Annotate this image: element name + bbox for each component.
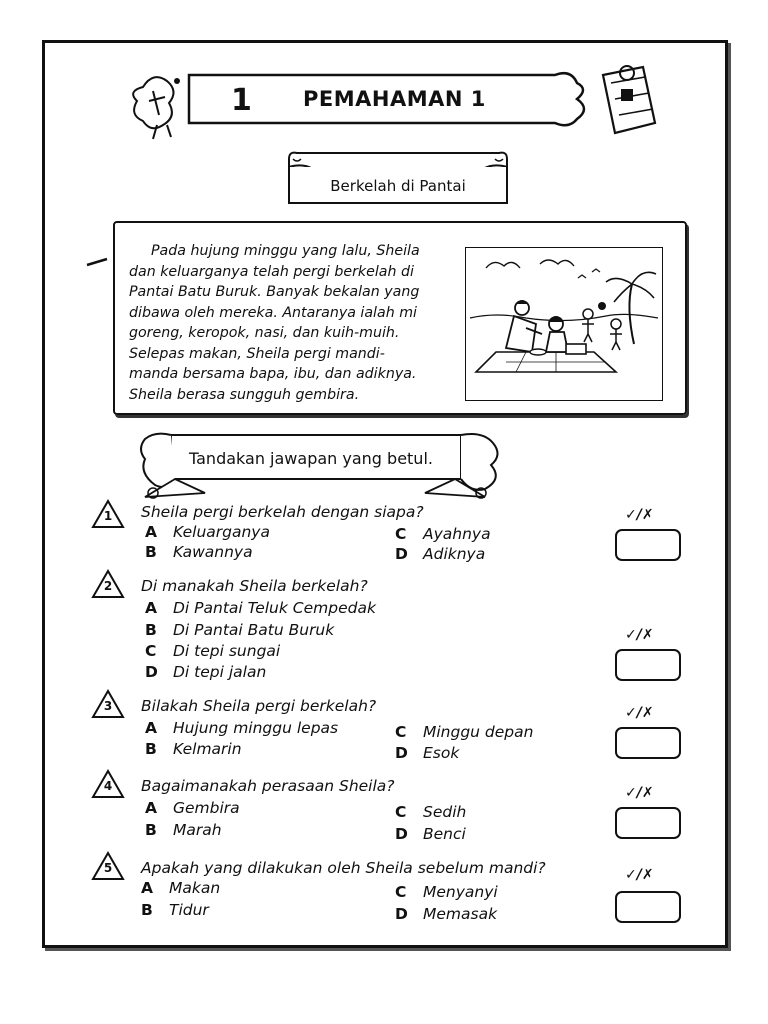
question-text: Sheila pergi berkelah dengan siapa? <box>141 503 424 521</box>
question-text: Bilakah Sheila pergi berkelah? <box>141 697 377 715</box>
passage-line: Sheila berasa sungguh gembira. <box>129 386 360 403</box>
question-number: 3 <box>103 699 113 713</box>
page-title: PEMAHAMAN 1 <box>303 87 486 111</box>
option-c: C Minggu depan <box>395 723 534 741</box>
option-a: A Di Pantai Teluk Cempedak <box>145 599 376 617</box>
option-d: D Di tepi jalan <box>145 663 267 681</box>
instruction-scroll <box>115 429 525 505</box>
passage-line: Selepas makan, Sheila pergi mandi- <box>129 345 385 362</box>
mark-label: ✓/✗ <box>625 785 654 801</box>
answer-box[interactable] <box>615 891 681 923</box>
header-banner <box>185 69 593 129</box>
passage-line: Pantai Batu Buruk. Banyak bekalan yang <box>129 284 420 300</box>
answer-box[interactable] <box>615 727 681 759</box>
worksheet-page <box>42 40 728 948</box>
passage-title: Berkelah di Pantai <box>330 177 466 195</box>
option-b: B Di Pantai Batu Buruk <box>145 621 335 639</box>
doodle-icon <box>123 67 193 143</box>
passage-box <box>113 221 687 415</box>
margin-mark <box>85 257 109 267</box>
passage-line: manda bersama bapa, ibu, dan adiknya. <box>129 366 417 382</box>
answer-box[interactable] <box>615 807 681 839</box>
option-b: B Marah <box>145 821 222 839</box>
option-b: B Tidur <box>141 901 209 919</box>
option-c: C Menyanyi <box>395 883 498 901</box>
instruction-text: Tandakan jawapan yang betul. <box>189 449 433 468</box>
option-b: B Kawannya <box>145 543 253 561</box>
passage-text <box>129 241 451 405</box>
option-d: D Esok <box>395 744 460 762</box>
passage-line: dibawa oleh mereka. Antaranya ialah mi <box>129 304 417 321</box>
option-a: A Keluarganya <box>145 523 270 541</box>
option-d: D Adiknya <box>395 545 486 563</box>
option-a: A Hujung minggu lepas <box>145 719 339 737</box>
mark-label: ✓/✗ <box>625 705 654 721</box>
option-b: B Kelmarin <box>145 740 242 758</box>
mark-label: ✓/✗ <box>625 627 654 643</box>
passage-line: Pada hujung minggu yang lalu, Sheila <box>151 243 420 259</box>
answer-box[interactable] <box>615 649 681 681</box>
passage-line: goreng, keropok, nasi, dan kuih-muih. <box>129 325 400 341</box>
chapter-number: 1 <box>231 83 252 118</box>
mark-label: ✓/✗ <box>625 867 654 883</box>
mark-label: ✓/✗ <box>625 507 654 523</box>
notebook-icon <box>597 61 661 141</box>
passage-line: dan keluarganya telah pergi berkelah di <box>129 263 414 280</box>
option-a: A Gembira <box>145 799 240 817</box>
picnic-illustration <box>465 247 663 401</box>
question-number: 5 <box>103 861 113 875</box>
question-number: 1 <box>103 509 113 523</box>
question-text: Bagaimanakah perasaan Sheila? <box>141 777 395 795</box>
option-c: C Di tepi sungai <box>145 642 281 660</box>
option-c: C Sedih <box>395 803 467 821</box>
answer-box[interactable] <box>615 529 681 561</box>
option-d: D Memasak <box>395 905 498 923</box>
question-number: 4 <box>103 779 113 793</box>
question-text: Di manakah Sheila berkelah? <box>141 577 368 595</box>
question-number: 2 <box>103 579 113 593</box>
option-d: D Benci <box>395 825 466 843</box>
option-a: A Makan <box>141 879 221 897</box>
question-text: Apakah yang dilakukan oleh Sheila sebelum mandi? <box>141 859 546 877</box>
option-c: C Ayahnya <box>395 525 491 543</box>
passage-title-scroll <box>283 147 513 209</box>
